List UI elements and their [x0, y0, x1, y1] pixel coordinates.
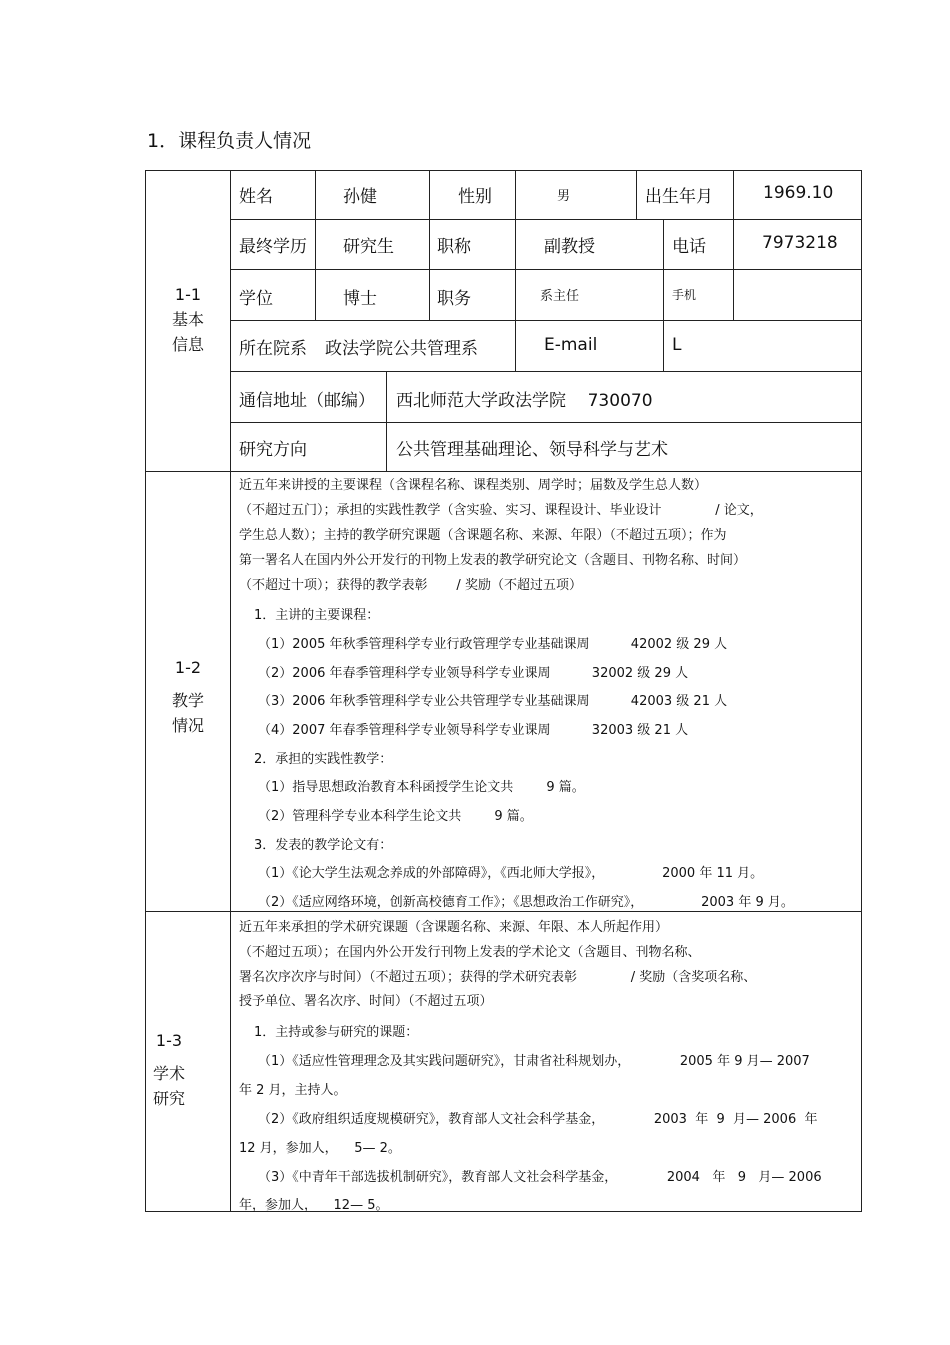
section-3-title-line1: 学术	[152, 1063, 185, 1083]
teaching-intro-line: 学生总人数）；主持的教学研究课题（含课题名称、来源、年限）（不超过五项）；作为	[239, 528, 727, 543]
research-item: （3）《中青年干部选拔机制研究》，教育部人文社会科学基金， 2004 年 9 月— 2006	[258, 1170, 822, 1185]
section-1-title-line1: 基本	[171, 309, 204, 329]
section-heading: 1．课程负责人情况	[147, 130, 312, 152]
title-label: 职称	[437, 237, 471, 257]
teaching-item: （4）2007 年春季管理科学专业领导科学专业课周 32003 级 21 人	[258, 723, 689, 738]
research-item: 年 2 月，主持人。	[239, 1083, 347, 1098]
department-label: 所在院系	[239, 339, 307, 359]
education-label: 最终学历	[239, 237, 307, 257]
name-value: 孙健	[343, 187, 377, 207]
section-2-title-line2: 情况	[171, 715, 204, 735]
research-intro-line: （不超过五项）；在国内外公开发行刊物上发表的学术论文（含题目、刊物名称、	[239, 945, 701, 960]
degree-value: 博士	[343, 289, 377, 309]
phone-label: 电话	[672, 237, 706, 257]
section-1-label	[146, 283, 230, 357]
research-direction-label: 研究方向	[239, 440, 307, 460]
address-label: 通信地址（邮编）	[239, 391, 375, 411]
education-value: 研究生	[343, 237, 394, 257]
research-item: （2）《政府组织适度规模研究》，教育部人文社会科学基金， 2003 年 9 月— 2006 年	[258, 1112, 818, 1127]
post-label: 职务	[437, 289, 471, 309]
gender-label: 性别	[458, 187, 492, 207]
teaching-item: （1）指导思想政治教育本科函授学生论文共 9 篇。	[258, 780, 585, 795]
section-2-code: 1-2	[174, 658, 202, 677]
title-value: 副教授	[544, 237, 595, 257]
teaching-item: （2）《适应网络环境，创新高校德育工作》；《思想政治工作研究》， 2003 年 9 月。	[258, 895, 794, 910]
teaching-item: 3．发表的教学论文有：	[254, 838, 393, 853]
degree-label: 学位	[239, 289, 273, 309]
section-2-title-line1: 教学	[171, 690, 204, 710]
section-1-code: 1-1	[174, 285, 202, 304]
name-label: 姓名	[239, 187, 273, 207]
section-3-title-line2: 研究	[152, 1088, 185, 1108]
teaching-item: 1．主讲的主要课程：	[254, 608, 380, 623]
gender-value: 男	[557, 189, 571, 204]
teaching-intro-line: （不超过五门）；承担的实践性教学（含实验、实习、课程设计、毕业设计 / 论文，	[239, 503, 763, 518]
research-intro-line: 授予单位、署名次序、时间）（不超过五项）	[239, 994, 493, 1009]
teaching-intro-line: 第一署名人在国内外公开发行的刊物上发表的教学研究论文（含题目、刊物名称、时间）	[239, 553, 747, 568]
teaching-item: （2）2006 年春季管理科学专业领导科学专业课周 32002 级 29 人	[258, 666, 689, 681]
research-direction-value: 公共管理基础理论、领导科学与艺术	[396, 440, 668, 460]
department-value: 政法学院公共管理系	[325, 339, 478, 359]
section-1-title-line2: 信息	[171, 334, 204, 354]
birth-value: 1969.10	[763, 183, 834, 203]
email-label: E-mail	[544, 335, 598, 355]
birth-label: 出生年月	[645, 187, 713, 207]
teaching-item: （2）管理科学专业本科学生论文共 9 篇。	[258, 809, 533, 824]
mobile-label: 手机	[672, 288, 697, 302]
teaching-intro-line: （不超过十项）；获得的教学表彰 / 奖励（不超过五项）	[239, 578, 582, 593]
teaching-item: （3）2006 年秋季管理科学专业公共管理学专业基础课周 42003 级 21 人	[258, 694, 728, 709]
section-3-label	[146, 1029, 192, 1111]
research-item: 12 月，参加人， 5— 2。	[239, 1141, 401, 1156]
teaching-intro-line: 近五年来讲授的主要课程（含课程名称、课程类别、周学时；届数及学生总人数）	[239, 478, 708, 493]
research-item: （1）《适应性管理理念及其实践问题研究》，甘肃省社科规划办， 2005 年 9 月— 2007	[258, 1054, 810, 1069]
teaching-item: 2．承担的实践性教学：	[254, 752, 393, 767]
section-3-code: 1-3	[155, 1031, 183, 1050]
post-value: 系主任	[540, 289, 580, 304]
teaching-item: （1）2005 年秋季管理科学专业行政管理学专业基础课周 42002 级 29 人	[258, 637, 728, 652]
teaching-item: （1）《论大学生法观念养成的外部障碍》，《西北师大学报》， 2000 年 11 月。	[258, 866, 764, 881]
research-item: 1．主持或参与研究的课题：	[254, 1025, 419, 1040]
research-intro-line: 近五年来承担的学术研究课题（含课题名称、来源、年限、本人所起作用）	[239, 920, 669, 935]
phone-value: 7973218	[762, 233, 838, 253]
research-item: 年，参加人， 12— 5。	[239, 1198, 389, 1213]
address-value: 西北师范大学政法学院 730070	[396, 391, 653, 411]
section-2-label	[146, 656, 230, 738]
email-value: L	[672, 335, 682, 355]
research-intro-line: 署名次序次序与时间）（不超过五项）；获得的学术研究表彰 / 奖励（含奖项名称、	[239, 970, 757, 985]
